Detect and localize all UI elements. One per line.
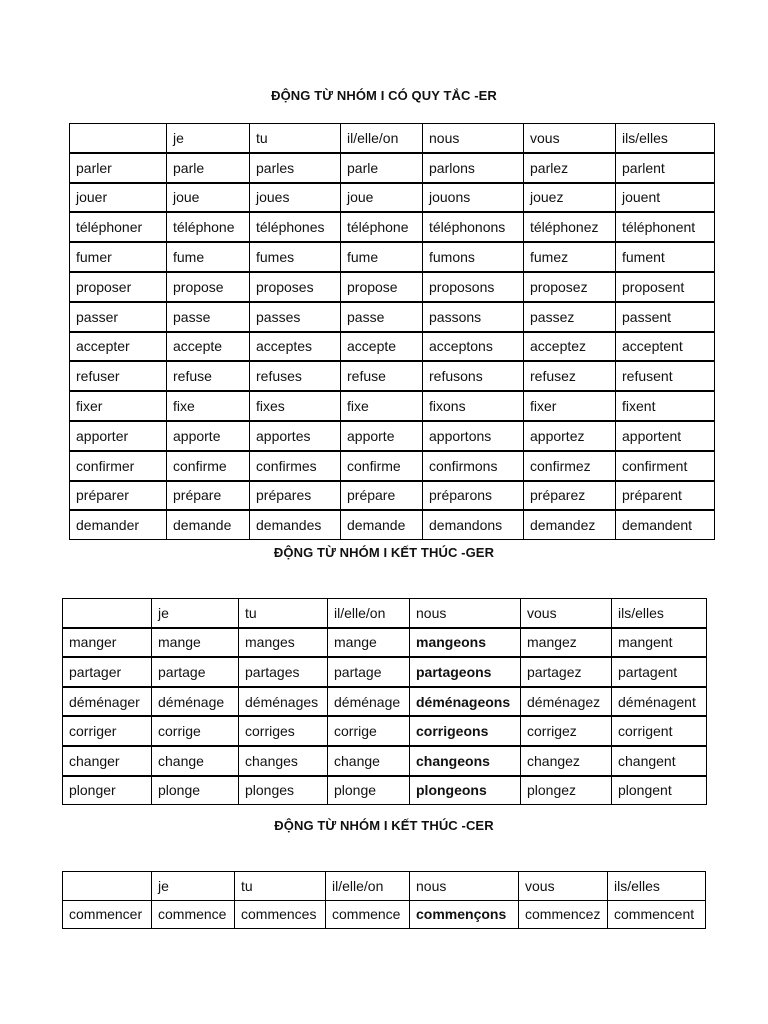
table-row	[63, 657, 707, 687]
conjugation-cell: commences	[235, 900, 326, 929]
header-cell-pronoun: tu	[239, 599, 328, 628]
conjugation-cell: jouons	[423, 183, 524, 213]
table-row	[70, 421, 715, 451]
conjugation-cell: confirmes	[250, 451, 341, 481]
conjugation-cell: partagent	[612, 657, 707, 687]
conjugation-cell: passent	[616, 302, 715, 332]
infinitive-cell: fixer	[70, 391, 167, 421]
table-row	[63, 900, 706, 929]
section-title-cer: ĐỘNG TỪ NHÓM I KẾT THÚC -CER	[274, 818, 494, 833]
conjugation-cell: commence	[326, 900, 410, 929]
infinitive-cell: passer	[70, 302, 167, 332]
table-row	[70, 451, 715, 481]
conjugation-table-ger	[62, 598, 707, 805]
conjugation-cell: mange	[152, 628, 239, 658]
infinitive-cell: parler	[70, 153, 167, 183]
header-cell-empty	[63, 872, 152, 901]
conjugation-cell: fume	[341, 242, 423, 272]
section-title-er: ĐỘNG TỪ NHÓM I CÓ QUY TẮC -ER	[271, 88, 497, 103]
conjugation-cell: demandez	[524, 510, 616, 539]
conjugation-cell: corrigent	[612, 716, 707, 746]
conjugation-cell: passez	[524, 302, 616, 332]
conjugation-cell: passe	[167, 302, 250, 332]
conjugation-cell: refuse	[167, 361, 250, 391]
conjugation-cell: change	[328, 746, 410, 776]
conjugation-cell: corrige	[152, 716, 239, 746]
infinitive-cell: partager	[63, 657, 152, 687]
table-row	[70, 332, 715, 362]
conjugation-cell: passons	[423, 302, 524, 332]
infinitive-cell: préparer	[70, 481, 167, 511]
conjugation-cell: fumons	[423, 242, 524, 272]
conjugation-cell: demande	[167, 510, 250, 539]
section-title-ger: ĐỘNG TỪ NHÓM I KẾT THÚC -GER	[273, 545, 495, 560]
conjugation-cell: mangeons	[410, 628, 521, 658]
conjugation-cell: plongeons	[410, 776, 521, 805]
conjugation-cell: téléphonent	[616, 212, 715, 242]
conjugation-cell: demandent	[616, 510, 715, 539]
conjugation-cell: changez	[521, 746, 612, 776]
conjugation-cell: fume	[167, 242, 250, 272]
table-row	[63, 746, 707, 776]
conjugation-cell: mangez	[521, 628, 612, 658]
conjugation-cell: mange	[328, 628, 410, 658]
conjugation-cell: changeons	[410, 746, 521, 776]
conjugation-cell: plongent	[612, 776, 707, 805]
conjugation-cell: déménage	[152, 687, 239, 717]
table-row	[70, 510, 715, 539]
header-cell-pronoun: vous	[519, 872, 608, 901]
conjugation-cell: téléphone	[167, 212, 250, 242]
conjugation-cell: corriges	[239, 716, 328, 746]
conjugation-cell: préparez	[524, 481, 616, 511]
infinitive-cell: commencer	[63, 900, 152, 929]
conjugation-cell: déménagent	[612, 687, 707, 717]
conjugation-cell: corrigez	[521, 716, 612, 746]
infinitive-cell: manger	[63, 628, 152, 658]
conjugation-cell: joue	[167, 183, 250, 213]
conjugation-cell: apporte	[167, 421, 250, 451]
conjugation-cell: commençons	[410, 900, 519, 929]
conjugation-cell: refuse	[341, 361, 423, 391]
conjugation-cell: changes	[239, 746, 328, 776]
conjugation-cell: fument	[616, 242, 715, 272]
conjugation-cell: préparent	[616, 481, 715, 511]
conjugation-cell: parles	[250, 153, 341, 183]
conjugation-cell: téléphone	[341, 212, 423, 242]
conjugation-cell: partage	[152, 657, 239, 687]
conjugation-cell: confirmez	[524, 451, 616, 481]
conjugation-cell: corrigeons	[410, 716, 521, 746]
conjugation-cell: demandons	[423, 510, 524, 539]
header-row	[63, 872, 706, 901]
conjugation-cell: partageons	[410, 657, 521, 687]
conjugation-cell: joue	[341, 183, 423, 213]
conjugation-cell: changent	[612, 746, 707, 776]
infinitive-cell: apporter	[70, 421, 167, 451]
table-row	[70, 183, 715, 213]
table-row	[70, 153, 715, 183]
header-cell-pronoun: ils/elles	[612, 599, 707, 628]
header-cell-pronoun: ils/elles	[608, 872, 706, 901]
conjugation-cell: mangent	[612, 628, 707, 658]
header-cell-pronoun: tu	[235, 872, 326, 901]
header-cell-pronoun: ils/elles	[616, 124, 715, 153]
conjugation-cell: fixent	[616, 391, 715, 421]
conjugation-cell: prépare	[167, 481, 250, 511]
conjugation-cell: plonge	[152, 776, 239, 805]
conjugation-cell: fumez	[524, 242, 616, 272]
header-cell-pronoun: vous	[521, 599, 612, 628]
conjugation-cell: joues	[250, 183, 341, 213]
conjugation-cell: fixons	[423, 391, 524, 421]
conjugation-cell: déménagez	[521, 687, 612, 717]
header-row	[63, 599, 707, 628]
conjugation-cell: téléphonez	[524, 212, 616, 242]
table-row	[70, 361, 715, 391]
conjugation-cell: confirmons	[423, 451, 524, 481]
conjugation-cell: partages	[239, 657, 328, 687]
conjugation-cell: plonge	[328, 776, 410, 805]
conjugation-cell: passes	[250, 302, 341, 332]
conjugation-cell: téléphonons	[423, 212, 524, 242]
conjugation-cell: parle	[341, 153, 423, 183]
conjugation-cell: corrige	[328, 716, 410, 746]
header-cell-pronoun: tu	[250, 124, 341, 153]
conjugation-cell: acceptes	[250, 332, 341, 362]
header-cell-empty	[70, 124, 167, 153]
header-cell-pronoun: il/elle/on	[328, 599, 410, 628]
table-row	[70, 302, 715, 332]
infinitive-cell: confirmer	[70, 451, 167, 481]
table-row	[63, 628, 707, 658]
conjugation-cell: parlent	[616, 153, 715, 183]
conjugation-cell: fixer	[524, 391, 616, 421]
conjugation-cell: partagez	[521, 657, 612, 687]
header-cell-pronoun: nous	[410, 872, 519, 901]
infinitive-cell: jouer	[70, 183, 167, 213]
conjugation-table-cer	[62, 871, 706, 929]
conjugation-cell: apportes	[250, 421, 341, 451]
conjugation-cell: passe	[341, 302, 423, 332]
conjugation-cell: partage	[328, 657, 410, 687]
conjugation-cell: confirment	[616, 451, 715, 481]
header-cell-pronoun: vous	[524, 124, 616, 153]
conjugation-cell: confirme	[341, 451, 423, 481]
conjugation-cell: change	[152, 746, 239, 776]
conjugation-cell: préparons	[423, 481, 524, 511]
conjugation-cell: parlez	[524, 153, 616, 183]
infinitive-cell: demander	[70, 510, 167, 539]
conjugation-cell: proposent	[616, 272, 715, 302]
conjugation-cell: propose	[341, 272, 423, 302]
header-cell-empty	[63, 599, 152, 628]
conjugation-cell: jouent	[616, 183, 715, 213]
infinitive-cell: refuser	[70, 361, 167, 391]
conjugation-cell: apporte	[341, 421, 423, 451]
table-row	[63, 687, 707, 717]
header-cell-pronoun: nous	[423, 124, 524, 153]
table-row	[70, 391, 715, 421]
header-cell-pronoun: je	[152, 872, 235, 901]
header-cell-pronoun: je	[167, 124, 250, 153]
conjugation-cell: confirme	[167, 451, 250, 481]
conjugation-cell: accepte	[167, 332, 250, 362]
conjugation-cell: refusent	[616, 361, 715, 391]
infinitive-cell: plonger	[63, 776, 152, 805]
header-cell-pronoun: nous	[410, 599, 521, 628]
conjugation-cell: plonges	[239, 776, 328, 805]
conjugation-cell: demande	[341, 510, 423, 539]
conjugation-cell: proposes	[250, 272, 341, 302]
header-cell-pronoun: je	[152, 599, 239, 628]
infinitive-cell: changer	[63, 746, 152, 776]
conjugation-cell: manges	[239, 628, 328, 658]
conjugation-cell: fixes	[250, 391, 341, 421]
infinitive-cell: accepter	[70, 332, 167, 362]
conjugation-cell: refuses	[250, 361, 341, 391]
table-row	[70, 242, 715, 272]
conjugation-cell: apportent	[616, 421, 715, 451]
conjugation-cell: apportons	[423, 421, 524, 451]
conjugation-cell: déménage	[328, 687, 410, 717]
conjugation-cell: accepte	[341, 332, 423, 362]
conjugation-cell: proposez	[524, 272, 616, 302]
conjugation-cell: fixe	[341, 391, 423, 421]
conjugation-cell: jouez	[524, 183, 616, 213]
conjugation-cell: acceptons	[423, 332, 524, 362]
conjugation-cell: déménages	[239, 687, 328, 717]
conjugation-cell: commence	[152, 900, 235, 929]
conjugation-cell: fumes	[250, 242, 341, 272]
header-cell-pronoun: il/elle/on	[326, 872, 410, 901]
conjugation-cell: prépare	[341, 481, 423, 511]
conjugation-cell: plongez	[521, 776, 612, 805]
conjugation-table-er	[69, 123, 715, 540]
conjugation-cell: parlons	[423, 153, 524, 183]
infinitive-cell: corriger	[63, 716, 152, 746]
table-row	[63, 716, 707, 746]
header-row	[70, 124, 715, 153]
infinitive-cell: proposer	[70, 272, 167, 302]
conjugation-cell: proposons	[423, 272, 524, 302]
conjugation-cell: demandes	[250, 510, 341, 539]
header-cell-pronoun: il/elle/on	[341, 124, 423, 153]
conjugation-cell: apportez	[524, 421, 616, 451]
table-row	[70, 481, 715, 511]
conjugation-cell: commencent	[608, 900, 706, 929]
table-row	[70, 212, 715, 242]
conjugation-cell: refusez	[524, 361, 616, 391]
conjugation-cell: propose	[167, 272, 250, 302]
conjugation-cell: téléphones	[250, 212, 341, 242]
conjugation-cell: fixe	[167, 391, 250, 421]
table-row	[70, 272, 715, 302]
conjugation-cell: parle	[167, 153, 250, 183]
infinitive-cell: téléphoner	[70, 212, 167, 242]
conjugation-cell: déménageons	[410, 687, 521, 717]
table-row	[63, 776, 707, 805]
conjugation-cell: acceptent	[616, 332, 715, 362]
infinitive-cell: déménager	[63, 687, 152, 717]
conjugation-cell: commencez	[519, 900, 608, 929]
conjugation-cell: prépares	[250, 481, 341, 511]
conjugation-cell: refusons	[423, 361, 524, 391]
infinitive-cell: fumer	[70, 242, 167, 272]
conjugation-cell: acceptez	[524, 332, 616, 362]
